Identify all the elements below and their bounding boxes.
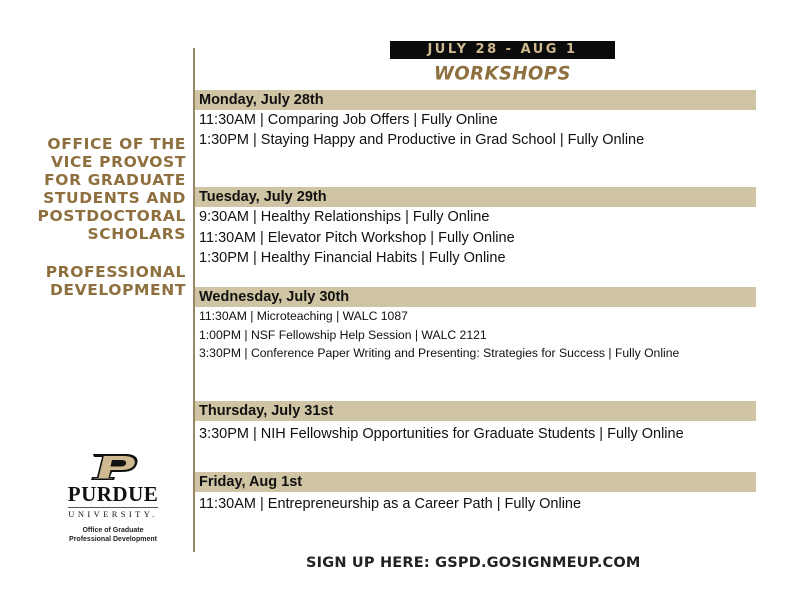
day-header-thursday: Thursday, July 31st: [195, 401, 756, 421]
office-line: SCHOLARS: [87, 225, 186, 243]
date-range-banner: JULY 28 - AUG 1: [390, 41, 615, 59]
event-item: 11:30AM | Microteaching | WALC 1087: [199, 309, 408, 323]
event-item: 3:30PM | Conference Paper Writing and Presenting: Strategies for Success | Fully Online: [199, 346, 680, 360]
office-line: POSTDOCTORAL: [37, 207, 186, 225]
logo-subtitle: Office of Graduate: [82, 527, 144, 534]
purdue-wordmark: PURDUE: [67, 482, 159, 506]
event-item: 3:30PM | NIH Fellowship Opportunities for Graduate Students | Fully Online: [199, 426, 684, 442]
office-line: VICE PROVOST: [50, 153, 186, 171]
event-item: 1:30PM | Staying Happy and Productive in Grad School | Fully Online: [199, 132, 645, 148]
event-item: 1:00PM | NSF Fellowship Help Session | WALC 2121: [199, 328, 487, 342]
university-label: UNIVERSITY.: [68, 509, 158, 519]
logo-subtitle: Professional Development: [69, 536, 157, 543]
event-item: 11:30AM | Entrepreneurship as a Career Path | Fully Online: [199, 496, 582, 512]
day-header-monday: Monday, July 28th: [195, 90, 756, 110]
workshops-title: WORKSHOPS: [434, 62, 571, 85]
office-name: [16, 135, 186, 299]
event-item: 9:30AM | Healthy Relationships | Fully Online: [199, 209, 490, 225]
signup-link[interactable]: SIGN UP HERE: GSPD.GOSIGNMEUP.COM: [306, 555, 641, 571]
purdue-logo: [57, 453, 169, 553]
day-header-friday: Friday, Aug 1st: [195, 472, 756, 492]
event-item: 11:30AM | Elevator Pitch Workshop | Fully Online: [199, 230, 515, 246]
event-item: 1:30PM | Healthy Financial Habits | Fully Online: [199, 250, 506, 266]
event-item: 11:30AM | Comparing Job Offers | Fully Online: [199, 112, 498, 128]
department-line: PROFESSIONAL: [45, 263, 186, 281]
office-line: FOR GRADUATE: [44, 171, 186, 189]
day-header-wednesday: Wednesday, July 30th: [195, 287, 756, 307]
day-header-tuesday: Tuesday, July 29th: [195, 187, 756, 207]
office-line: STUDENTS AND: [43, 189, 186, 207]
office-line: OFFICE OF THE: [47, 135, 186, 153]
department-line: DEVELOPMENT: [49, 281, 186, 299]
purdue-p-icon: [57, 453, 169, 481]
